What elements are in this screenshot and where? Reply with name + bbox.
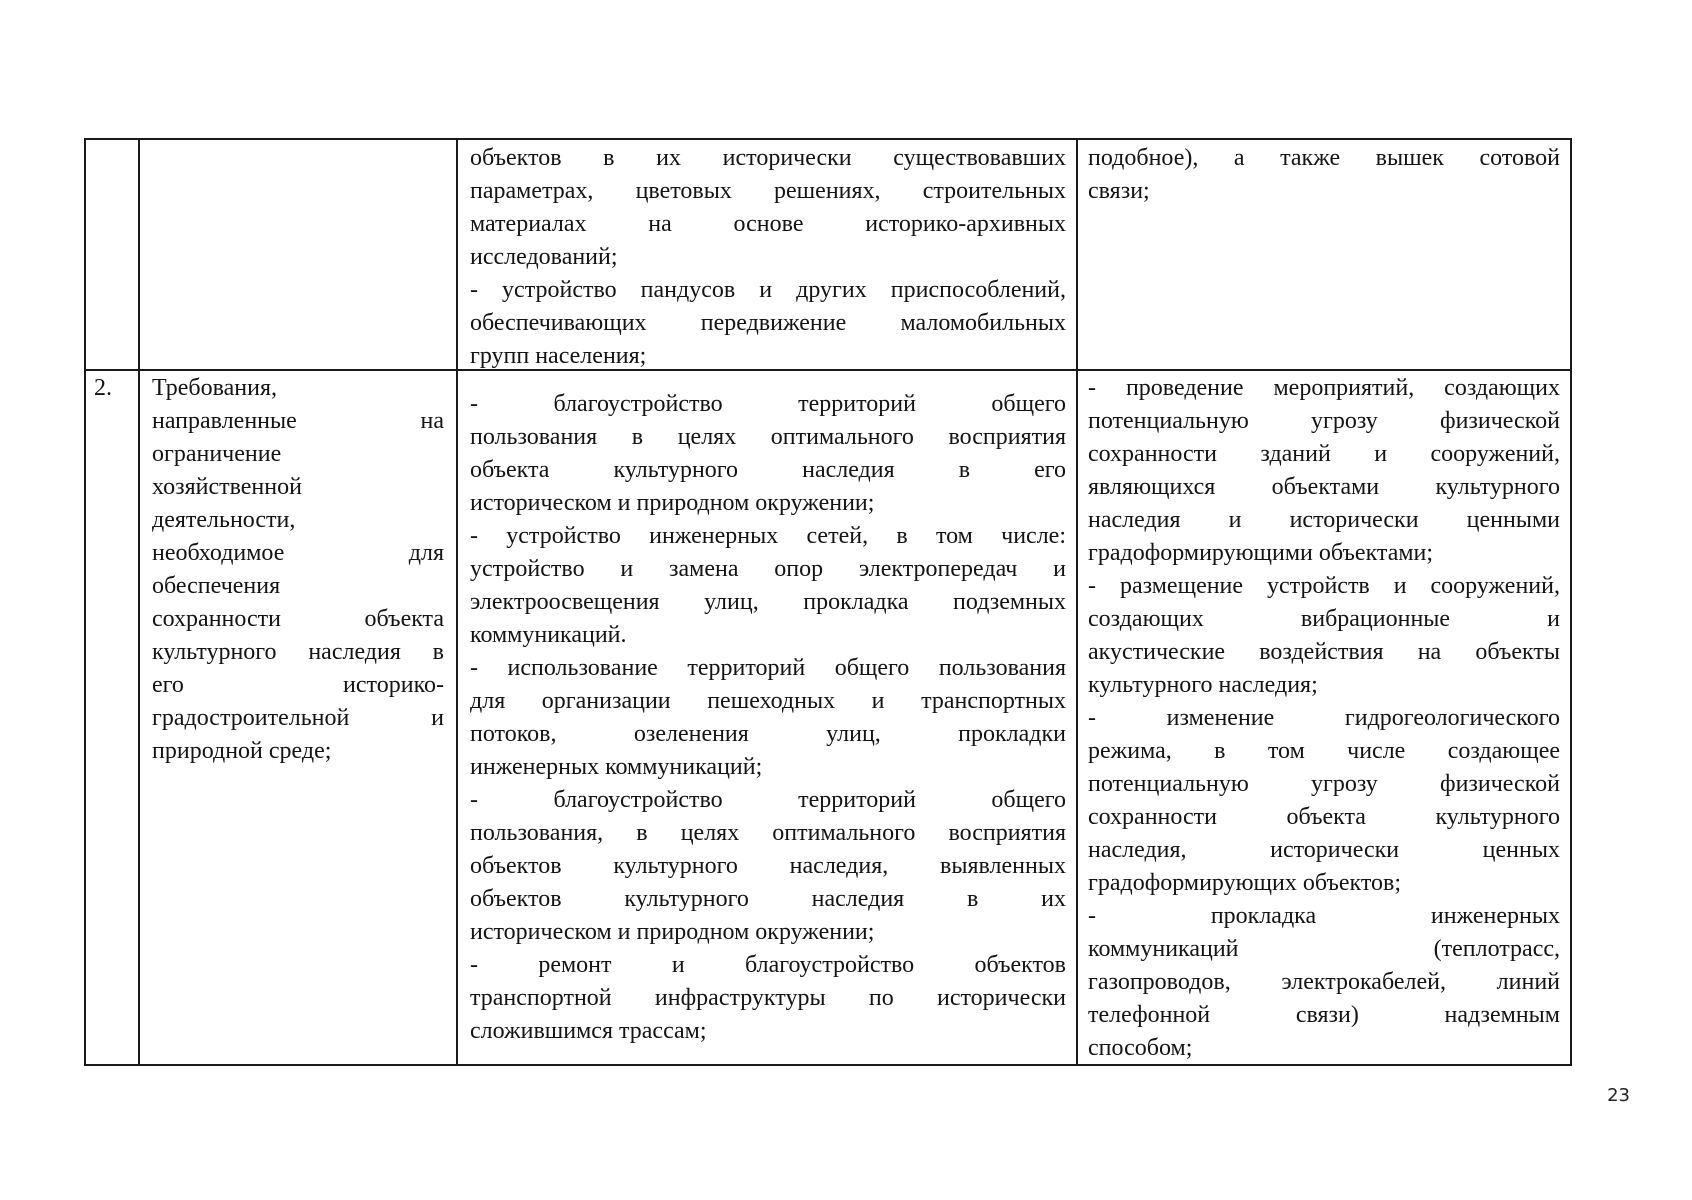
column-divider-number — [138, 138, 140, 1066]
text-line: Требования, — [152, 375, 278, 401]
row-2-allowed-text — [470, 388, 1066, 1048]
text-line: устройство и замена опор электропередач и — [470, 556, 1066, 582]
text-line: обеспечивающих передвижение маломобильных — [470, 310, 1066, 336]
table-right-border — [1570, 138, 1572, 1066]
text-line: хозяйственной — [152, 474, 302, 500]
text-line: ограничение — [152, 441, 282, 467]
text-line: культурного наследия в — [152, 639, 444, 665]
table-left-border — [84, 138, 86, 1066]
text-line: исследований; — [470, 244, 618, 270]
text-line: групп населения; — [470, 343, 647, 369]
text-line: - проведение мероприятий, создающих — [1088, 375, 1560, 401]
text-line: необходимое для — [152, 540, 444, 566]
text-line: - прокладка инженерных — [1088, 903, 1560, 929]
text-line: историческом и природном окружении; — [470, 919, 875, 945]
row-2-number: 2. — [94, 375, 112, 401]
text-line: градоформирующих объектов; — [1088, 870, 1402, 896]
text-line: газопроводов, электрокабелей, линий — [1088, 969, 1560, 995]
text-line: культурного наследия; — [1088, 672, 1318, 698]
text-line: подобное), а также вышек сотовой — [1088, 145, 1560, 171]
text-line: - устройство инженерных сетей, в том числе: — [470, 523, 1066, 549]
text-line: направленные на — [152, 408, 444, 434]
text-line: объектов в их исторически существовавших — [470, 145, 1066, 171]
text-line: коммуникаций. — [470, 622, 627, 648]
text-line: - благоустройство территорий общего — [470, 787, 1066, 813]
text-line: потенциальную угрозу физической — [1088, 408, 1560, 434]
text-line: - благоустройство территорий общего — [470, 391, 1066, 417]
text-line: природной среде; — [152, 738, 332, 764]
text-line: объекта культурного наследия в его — [470, 457, 1066, 483]
text-line: объектов культурного наследия в их — [470, 886, 1066, 912]
text-line: сложившимся трассам; — [470, 1018, 707, 1044]
text-line: градостроительной и — [152, 705, 444, 731]
text-line: потоков, озеленения улиц, прокладки — [470, 721, 1066, 747]
page-number: 23 — [1607, 1085, 1630, 1106]
text-line: градоформирующими объектами; — [1088, 540, 1434, 566]
text-line: деятельности, — [152, 507, 296, 533]
text-line: - изменение гидрогеологического — [1088, 705, 1560, 731]
text-line: объектов культурного наследия, выявленных — [470, 853, 1066, 879]
text-line: пользования, в целях оптимального восприятия — [470, 820, 1066, 846]
row-1-prohibited-text — [1088, 142, 1560, 208]
text-line: связи; — [1088, 178, 1150, 204]
text-line: параметрах, цветовых решениях, строительных — [470, 178, 1066, 204]
text-line: - ремонт и благоустройство объектов — [470, 952, 1066, 978]
requirements-table — [84, 138, 1572, 1066]
text-line: инженерных коммуникаций; — [470, 754, 763, 780]
text-line: обеспечения — [152, 573, 281, 599]
text-line: пользования в целях оптимального восприятия — [470, 424, 1066, 450]
text-line: телефонной связи) надземным — [1088, 1002, 1560, 1028]
text-line: акустические воздействия на объекты — [1088, 639, 1560, 665]
text-line: наследия, исторически ценных — [1088, 837, 1560, 863]
table-top-border — [84, 138, 1572, 140]
text-line: потенциальную угрозу физической — [1088, 771, 1560, 797]
text-line: являющихся объектами культурного — [1088, 474, 1560, 500]
text-line: - устройство пандусов и других приспособлений, — [470, 277, 1066, 303]
text-line: историческом и природном окружении; — [470, 490, 875, 516]
text-line: сохранности объекта — [152, 606, 444, 632]
text-line: для организации пешеходных и транспортных — [470, 688, 1066, 714]
column-divider-allowed — [1076, 138, 1078, 1066]
text-line: материалах на основе историко-архивных — [470, 211, 1066, 237]
text-line: сохранности зданий и сооружений, — [1088, 441, 1560, 467]
text-line: - использование территорий общего пользования — [470, 655, 1066, 681]
text-line: сохранности объекта культурного — [1088, 804, 1560, 830]
text-line: транспортной инфраструктуры по исторически — [470, 985, 1066, 1011]
text-line: коммуникаций (теплотрасс, — [1088, 936, 1560, 962]
text-line: электроосвещения улиц, прокладка подземных — [470, 589, 1066, 615]
text-line: наследия и исторически ценными — [1088, 507, 1560, 533]
text-line: - размещение устройств и сооружений, — [1088, 573, 1560, 599]
column-divider-requirement — [456, 138, 458, 1066]
text-line: режима, в том числе создающее — [1088, 738, 1560, 764]
row-2-requirement-text — [152, 372, 444, 768]
text-line: его историко- — [152, 672, 444, 698]
text-line: способом; — [1088, 1035, 1193, 1061]
row-2-prohibited-text — [1088, 372, 1560, 1065]
row-1-allowed-text — [470, 142, 1066, 373]
text-line: создающих вибрационные и — [1088, 606, 1560, 632]
